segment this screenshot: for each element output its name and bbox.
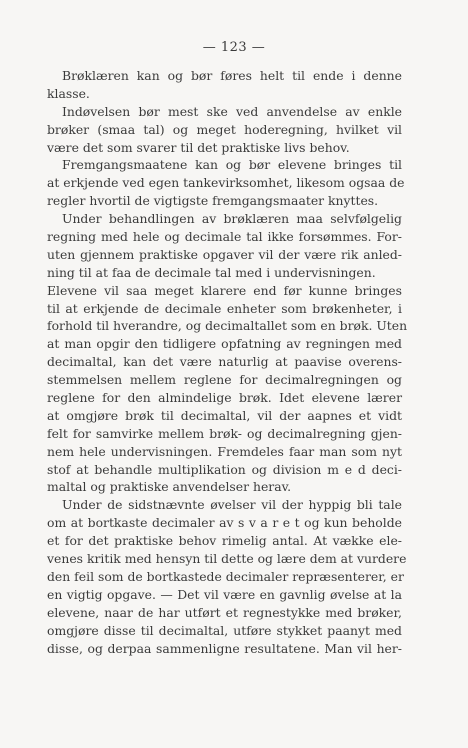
text-line: reglene for den almindelige brøk. Idet elevene lærer <box>47 390 402 406</box>
text-line: venes kritik med hensyn til dette og lære dem at vurdere <box>47 551 407 567</box>
text-line: til at erkjende de decimale enheter som brøkenheter, i <box>47 300 402 316</box>
text-line: at omgjøre brøk til decimaltal, vil der aapnes et vidt <box>47 407 402 423</box>
text-line: være det som svarer til det praktiske livs behov. <box>47 139 350 155</box>
text-line: Indøvelsen bør mest ske ved anvendelse av enkle <box>62 103 402 119</box>
text-line: decimaltal, kan det være naturlig at paavise overens- <box>47 354 402 370</box>
text-line: et for det praktiske behov rimelig antal. At vække ele- <box>47 533 402 549</box>
text-line: maltal og praktiske anvendelser herav. <box>47 479 292 495</box>
page-number: — 123 — <box>202 40 266 55</box>
text-line: regler hvortil de vigtigste fremgangsmaater knyttes. <box>47 193 379 209</box>
text-line: disse, og derpaa sammenligne resultatene. Man vil her- <box>47 640 402 656</box>
text-line: Brøklæren kan og bør føres helt til ende i denne <box>62 68 402 83</box>
text-line: en vigtig opgave. — Det vil være en gavnlig øvelse at la <box>47 586 402 602</box>
text-line: brøker (smaa tal) og meget hoderegning, hvilket vil <box>47 121 402 137</box>
text-line: klasse. <box>47 85 90 101</box>
text-line: om at bortkaste decimaler av s v a r e t og kun beholde <box>47 515 402 531</box>
text-line: Under de sidstnævnte øvelser vil der hyppig bli tale <box>62 497 402 513</box>
text-line: Under behandlingen av brøklæren maa selvfølgelig <box>62 211 402 227</box>
body-text <box>47 67 408 657</box>
text-line: regning med hele og decimale tal ikke forsømmes. For- <box>47 229 402 245</box>
text-line: ning til at faa de decimale tal med i undervisningen. <box>47 264 376 280</box>
text-line: Elevene vil saa meget klarere end før kunne bringes <box>47 282 402 298</box>
text-line: felt for samvirke mellem brøk- og decimalregning gjen- <box>47 425 402 441</box>
text-line: omgjøre disse til decimaltal, utføre stykket paanyt med <box>47 622 402 638</box>
text-line: stemmelsen mellem reglene for decimalregningen og <box>47 372 402 388</box>
text-line: forhold til hverandre, og decimaltallet som en brøk. Uten <box>47 318 408 334</box>
text-line: at man opgir den tidligere opfatning av regningen med <box>47 336 402 352</box>
text-line: uten gjennem praktiske opgaver vil der være rik anled- <box>47 246 402 262</box>
text-line: at erkjende ved egen tankevirksomhet, likesom ogsaa de <box>47 175 405 191</box>
text-line: den feil som de bortkastede decimaler repræsenterer, er <box>47 568 404 584</box>
text-line: elevene, naar de har utført et regnestykke med brøker, <box>47 604 402 620</box>
text-line: nem hele undervisningen. Fremdeles faar man som nyt <box>47 443 402 459</box>
text-line: stof at behandle multiplikation og division m e d deci- <box>47 461 402 477</box>
text-line: Fremgangsmaatene kan og bør elevene bringes til <box>62 157 402 173</box>
